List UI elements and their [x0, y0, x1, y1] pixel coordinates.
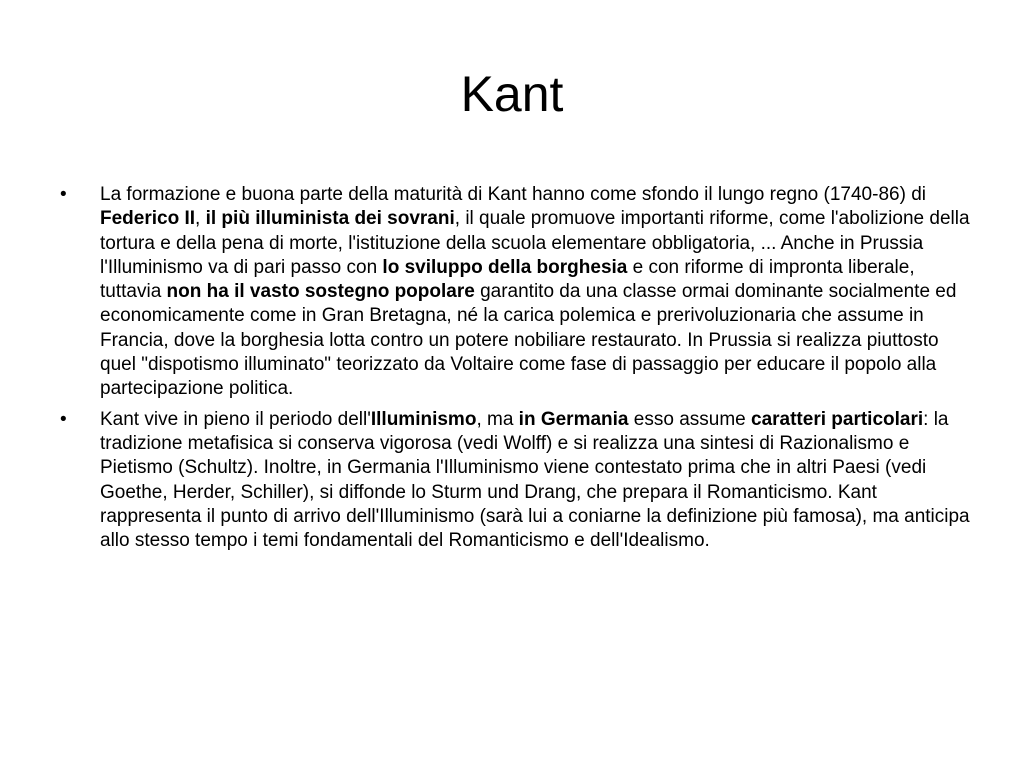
text-segment: : la tradizione metafisica si conserva vigorosa (vedi Wolff) e si realizza una sintesi di Razionalismo e Pietismo (Schultz). Inoltre, in Germania l'Illuminismo viene contestato prima che in altri Paesi (vedi Goethe, Herder, Schiller), si diffonde lo Sturm und Drang, che prepara il Romanticismo. Kant rappresenta il punto di arrivo dell'Illuminismo (sarà lui a coniarne la definizione più famosa), ma anticipa allo stesso tempo i temi fondamentali del Romanticismo e dell'Idealismo. — [100, 408, 970, 552]
text-segment: , il quale promuove importanti riforme, come l'abolizione della tortura e della pena di morte, l'istituzione della scuola elementare obbligatoria, ... Anche in Prussia l'Illuminismo va di pari passo con — [100, 208, 970, 278]
bold-phrase: Federico II — [100, 208, 196, 230]
bold-phrase: il più illuminista dei sovrani — [205, 208, 455, 230]
bold-phrase: lo sviluppo della borghesia — [382, 256, 628, 278]
bullet-icon: • — [60, 184, 67, 205]
bullet-item — [60, 408, 970, 554]
bullet-icon: • — [60, 408, 67, 430]
text-segment: esso assume — [628, 408, 751, 430]
bold-phrase: Illuminismo — [370, 408, 477, 430]
text-segment: , ma — [476, 408, 519, 430]
text-segment: Kant vive in pieno il periodo dell' — [100, 408, 371, 430]
bold-phrase: caratteri particolari — [751, 408, 924, 430]
bullet-text — [100, 409, 970, 551]
bullet-list — [60, 183, 970, 559]
slide-title: Kant — [460, 66, 564, 122]
text-segment: , — [195, 208, 206, 230]
text-segment: e con riforme di impronta liberale, tuttavia — [100, 256, 915, 303]
text-segment: garantito da una classe ormai dominante socialmente ed economicamente come in Gran Bretagna, né la carica polemica e prerivoluzionaria che assume in Francia, dove la borghesia lotta contro un potere nobiliare restaurato. In Prussia si realizza piuttosto quel "dispotismo illuminato" teorizzato da Voltaire come fase di passaggio per educare il popolo alla partecipazione politica. — [100, 281, 957, 400]
bold-phrase: in Germania — [518, 408, 629, 430]
text-segment: La formazione e buona parte della maturità di Kant hanno come sfondo il lungo regno (1740-86) di — [100, 184, 926, 205]
bullet-text — [100, 184, 970, 399]
bold-phrase: non ha il vasto sostegno popolare — [166, 281, 475, 303]
bullet-item — [60, 183, 970, 402]
